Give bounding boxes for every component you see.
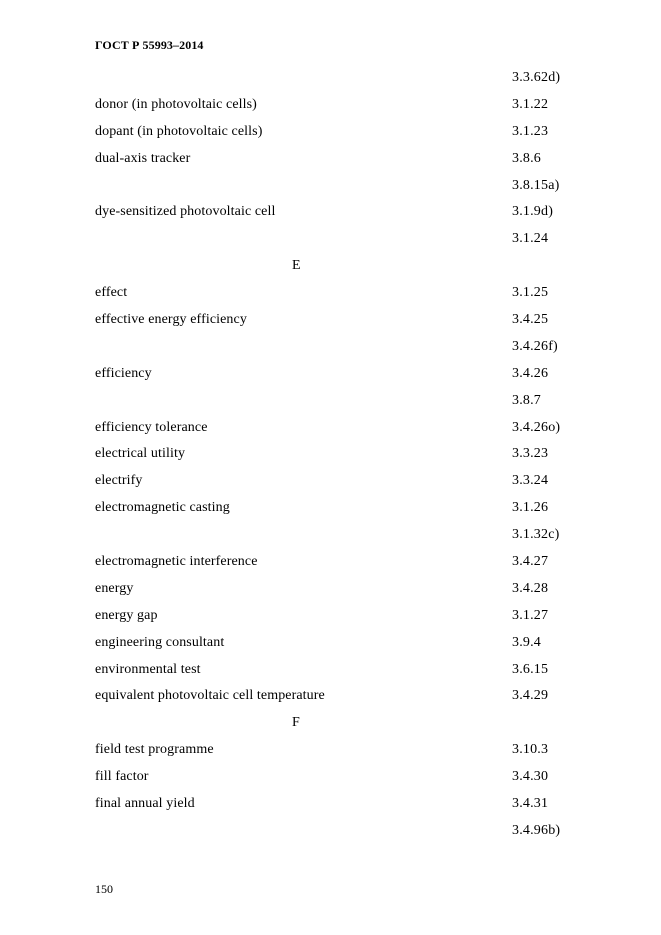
term-index xyxy=(0,65,661,845)
clause-reference: 3.1.9d) xyxy=(512,204,554,220)
clause-reference: 3.4.96b) xyxy=(512,822,561,838)
index-term: fill factor xyxy=(95,769,149,785)
index-entry xyxy=(0,576,661,603)
clause-reference: 3.10.3 xyxy=(512,742,549,758)
clause-reference: 3.1.27 xyxy=(512,607,549,623)
clause-reference: 3.8.15a) xyxy=(512,177,560,193)
index-entry xyxy=(0,361,661,388)
index-entry xyxy=(0,737,661,764)
index-entry xyxy=(0,199,661,226)
index-entry xyxy=(0,307,661,334)
index-entry xyxy=(0,146,661,173)
index-term: energy xyxy=(95,580,134,596)
index-term: electrify xyxy=(95,473,143,489)
index-term: dye-sensitized photovoltaic cell xyxy=(95,204,276,220)
index-term: environmental test xyxy=(95,661,201,677)
clause-reference: 3.6.15 xyxy=(512,661,549,677)
index-entry xyxy=(0,280,661,307)
clause-reference: 3.1.22 xyxy=(512,96,549,112)
clause-reference: 3.4.25 xyxy=(512,312,549,328)
clause-reference: 3.4.26 xyxy=(512,365,549,381)
index-term: efficiency tolerance xyxy=(95,419,208,435)
index-entry xyxy=(0,173,661,200)
index-entry xyxy=(0,818,661,845)
clause-reference: 3.1.25 xyxy=(512,285,549,301)
clause-reference: 3.3.24 xyxy=(512,473,549,489)
index-entry xyxy=(0,791,661,818)
clause-reference: 3.1.32c) xyxy=(512,527,560,543)
clause-reference: 3.9.4 xyxy=(512,634,541,650)
section-letter-row xyxy=(0,710,661,737)
clause-reference: 3.4.28 xyxy=(512,580,549,596)
index-term: final annual yield xyxy=(95,796,195,812)
index-entry xyxy=(0,657,661,684)
index-term: field test programme xyxy=(95,742,214,758)
clause-reference: 3.4.30 xyxy=(512,769,549,785)
index-term: electrical utility xyxy=(95,446,186,462)
index-entry xyxy=(0,683,661,710)
index-term: energy gap xyxy=(95,607,158,623)
clause-reference: 3.4.26f) xyxy=(512,338,558,354)
index-entry xyxy=(0,388,661,415)
index-entry xyxy=(0,415,661,442)
page-number: 150 xyxy=(95,882,113,896)
index-entry xyxy=(0,119,661,146)
clause-reference: 3.1.26 xyxy=(512,500,549,516)
index-entry xyxy=(0,603,661,630)
clause-reference: 3.8.6 xyxy=(512,150,541,166)
index-entry xyxy=(0,630,661,657)
clause-reference: 3.3.23 xyxy=(512,446,549,462)
index-entry xyxy=(0,92,661,119)
clause-reference: 3.4.31 xyxy=(512,796,549,812)
index-entry xyxy=(0,468,661,495)
clause-reference: 3.1.23 xyxy=(512,123,549,139)
clause-reference: 3.1.24 xyxy=(512,231,549,247)
clause-reference: 3.8.7 xyxy=(512,392,541,408)
clause-reference: 3.4.26o) xyxy=(512,419,561,435)
index-term: dopant (in photovoltaic cells) xyxy=(95,123,263,139)
index-term: effect xyxy=(95,285,128,301)
index-entry xyxy=(0,549,661,576)
index-term: efficiency xyxy=(95,365,152,381)
index-entry xyxy=(0,226,661,253)
index-term: equivalent photovoltaic cell temperature xyxy=(95,688,325,704)
index-term: engineering consultant xyxy=(95,634,225,650)
section-letter: E xyxy=(292,258,301,274)
index-entry xyxy=(0,334,661,361)
clause-reference: 3.3.62d) xyxy=(512,70,561,85)
index-entry xyxy=(0,495,661,522)
section-letter: F xyxy=(292,715,300,731)
clause-reference: 3.4.27 xyxy=(512,554,549,570)
index-term: dual-axis tracker xyxy=(95,150,191,166)
index-term: electromagnetic interference xyxy=(95,554,258,570)
section-letter-row xyxy=(0,253,661,280)
document-header: ГОСТ Р 55993–2014 xyxy=(95,38,204,52)
index-entry xyxy=(0,764,661,791)
index-term: effective energy efficiency xyxy=(95,312,247,328)
index-term: donor (in photovoltaic cells) xyxy=(95,96,257,112)
index-term: electromagnetic casting xyxy=(95,500,230,516)
clause-reference: 3.4.29 xyxy=(512,688,549,704)
index-entry xyxy=(0,522,661,549)
index-entry xyxy=(0,441,661,468)
index-entry xyxy=(0,65,661,92)
